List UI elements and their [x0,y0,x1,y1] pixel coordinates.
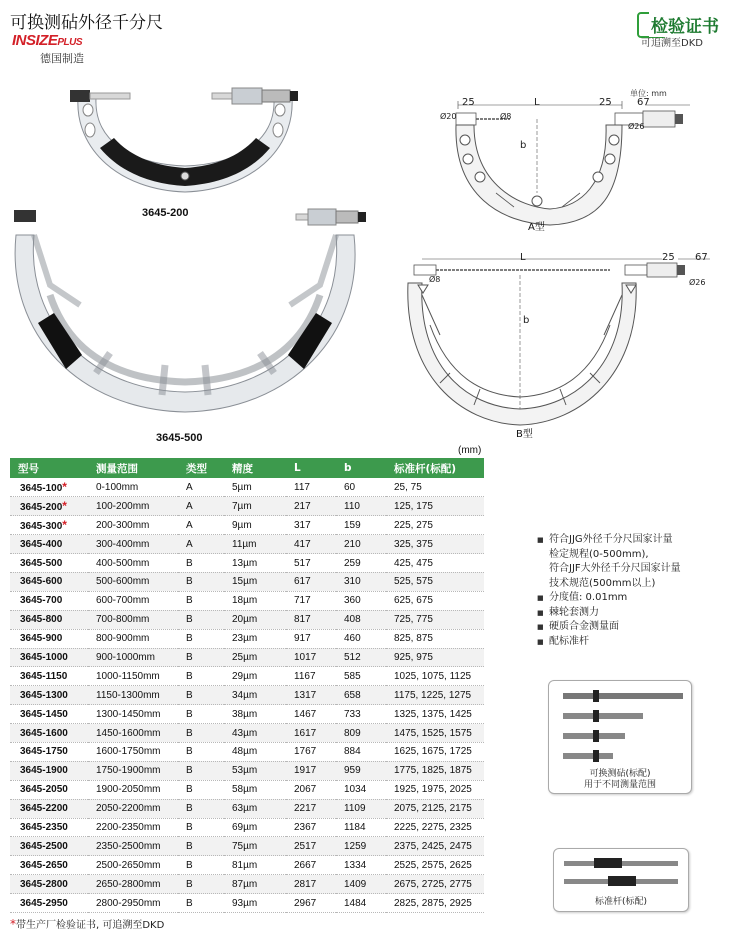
cell-type: A [178,497,224,516]
spec-table [10,458,484,913]
cell-accuracy: 48µm [224,742,286,761]
cell-accuracy: 38µm [224,705,286,724]
cell-model [10,780,88,799]
model-text: 3645-100 [20,483,63,495]
model-text: 3645-2350 [20,821,68,833]
cell-b: 959 [336,761,386,780]
dim-label-a-b: b [520,140,527,151]
cell-L: 1467 [286,705,336,724]
cell-range: 2800-2950mm [88,894,178,913]
cell-rods: 225, 275 [386,516,484,535]
col-header-type: 类型 [178,458,224,478]
model-text: 3645-2800 [20,878,68,890]
cell-model [10,497,88,516]
model-text: 3645-600 [20,576,63,588]
cell-accuracy: 87µm [224,875,286,894]
cell-type: A [178,516,224,535]
feature-item: ■ 配标准杆 [537,635,737,650]
table-row [10,761,484,780]
table-row [10,667,484,686]
table-row [10,818,484,837]
cell-b: 1034 [336,780,386,799]
cell-b: 1409 [336,875,386,894]
brand-logo [12,32,82,49]
micrometer-large-image [10,205,370,420]
cell-range: 200-300mm [88,516,178,535]
feature-item: ■ 分度值: 0.01mm [537,591,737,606]
cell-b: 360 [336,591,386,610]
col-header-rods: 标准杆(标配) [386,458,484,478]
cell-L: 1317 [286,686,336,705]
cell-type: A [178,535,224,554]
cell-range: 300-400mm [88,535,178,554]
dim-label-a-67: 67 [637,97,650,108]
cell-range: 2650-2800mm [88,875,178,894]
dim-label-b-L: L [520,252,526,263]
brand-name: INSIZE [12,32,58,49]
dim-label-b-67: 67 [695,252,708,263]
table-header-row [10,458,484,478]
model-text: 3645-1900 [20,765,68,777]
cell-range: 2350-2500mm [88,837,178,856]
cell-accuracy: 63µm [224,799,286,818]
model-text: 3645-1150 [20,670,68,682]
dim-label-a-L: L [534,97,540,108]
model-text: 3645-500 [20,557,63,569]
cell-range: 1750-1900mm [88,761,178,780]
cell-accuracy: 25µm [224,648,286,667]
cell-type: B [178,761,224,780]
cell-L: 1167 [286,667,336,686]
cell-L: 217 [286,497,336,516]
model-text: 3645-1300 [20,689,68,701]
cell-rods: 125, 175 [386,497,484,516]
cell-accuracy: 81µm [224,856,286,875]
cell-accuracy: 69µm [224,818,286,837]
model-text: 3645-800 [20,614,63,626]
cell-accuracy: 15µm [224,572,286,591]
table-row [10,591,484,610]
cell-range: 1150-1300mm [88,686,178,705]
table-row [10,572,484,591]
cell-accuracy: 23µm [224,629,286,648]
cell-type: B [178,742,224,761]
cell-range: 1600-1750mm [88,742,178,761]
model-text: 3645-1600 [20,727,68,739]
cell-type: B [178,780,224,799]
cell-model [10,516,88,535]
certificate-star: * [62,499,67,514]
table-row [10,742,484,761]
table-row [10,648,484,667]
cell-L: 2067 [286,780,336,799]
cell-rods: 725, 775 [386,610,484,629]
cell-L: 717 [286,591,336,610]
cell-model [10,837,88,856]
cell-b: 159 [336,516,386,535]
cell-rods: 2375, 2425, 2475 [386,837,484,856]
cell-accuracy: 34µm [224,686,286,705]
cell-rods: 325, 375 [386,535,484,554]
cell-range: 0-100mm [88,478,178,497]
table-row [10,516,484,535]
brand-plus: PLUS [57,37,83,48]
anvils-photo [548,680,692,794]
cell-type: A [178,478,224,497]
cell-L: 517 [286,554,336,573]
cell-L: 817 [286,610,336,629]
model-text: 3645-200 [20,502,63,514]
model-text: 3645-1000 [20,651,68,663]
anvils-caption-2: 用于不同测量范围 [583,780,656,790]
cell-type: B [178,856,224,875]
table-row [10,554,484,573]
feature-text: 检定规程(0-500mm), [549,548,649,560]
cell-b: 460 [336,629,386,648]
col-header-b: b [336,458,386,478]
cell-model [10,705,88,724]
feature-text: ■ 符合JJG外径千分尺国家计量 [549,534,673,545]
rods-image [554,853,688,897]
feature-item: ■ 硬质合金测量面 [537,620,737,635]
cell-model [10,724,88,743]
cell-b: 658 [336,686,386,705]
certificate-star: * [62,518,67,533]
feature-text: 技术规范(500mm以上) [549,577,656,589]
cell-type: B [178,686,224,705]
cell-model [10,742,88,761]
cell-rods: 2225, 2275, 2325 [386,818,484,837]
cell-range: 2050-2200mm [88,799,178,818]
cell-model [10,610,88,629]
cell-accuracy: 18µm [224,591,286,610]
cell-L: 2517 [286,837,336,856]
cell-accuracy: 20µm [224,610,286,629]
cell-model [10,535,88,554]
certificate-badge [637,10,745,50]
cell-rods: 1325, 1375, 1425 [386,705,484,724]
footnote-text: 带生产厂检验证书, 可追溯至DKD [16,920,165,931]
dim-label-b-phi8: Ø8 [429,275,441,284]
feature-text: 符合JJF大外径千分尺国家计量 [549,563,681,574]
cell-accuracy: 43µm [224,724,286,743]
model-text: 3645-2200 [20,803,68,815]
cell-L: 2217 [286,799,336,818]
cell-model [10,856,88,875]
cell-b: 310 [336,572,386,591]
table-row [10,894,484,913]
cell-accuracy: 11µm [224,535,286,554]
cell-accuracy: 13µm [224,554,286,573]
anvils-caption-1: 可换测砧(标配) [589,769,651,779]
cell-b: 210 [336,535,386,554]
figure-label-small: 3645-200 [142,207,189,219]
cell-range: 1450-1600mm [88,724,178,743]
cell-type: B [178,610,224,629]
certificate-subtitle: 可追溯至DKD [641,38,703,49]
table-row [10,875,484,894]
cell-type: B [178,554,224,573]
cell-range: 500-600mm [88,572,178,591]
table-row [10,724,484,743]
cell-b: 733 [336,705,386,724]
feature-list [537,533,737,649]
model-text: 3645-1450 [20,708,68,720]
cell-L: 2367 [286,818,336,837]
cell-L: 1767 [286,742,336,761]
cell-type: B [178,667,224,686]
col-header-range: 测量范围 [88,458,178,478]
model-text: 3645-900 [20,633,63,645]
cell-rods: 925, 975 [386,648,484,667]
cell-L: 1017 [286,648,336,667]
table-row [10,705,484,724]
cell-rods: 2075, 2125, 2175 [386,799,484,818]
cell-type: B [178,837,224,856]
cell-model [10,591,88,610]
cell-b: 1484 [336,894,386,913]
table-row [10,629,484,648]
model-text: 3645-300 [20,521,63,533]
cell-rods: 2825, 2875, 2925 [386,894,484,913]
cell-b: 884 [336,742,386,761]
cell-accuracy: 58µm [224,780,286,799]
cell-model [10,761,88,780]
cell-model [10,629,88,648]
footnote-star: * [10,917,16,931]
cell-range: 700-800mm [88,610,178,629]
col-header-accuracy: 精度 [224,458,286,478]
model-text: 3645-2050 [20,784,68,796]
cell-range: 1900-2050mm [88,780,178,799]
brand-subtitle: 德国制造 [40,52,84,65]
cell-b: 1259 [336,837,386,856]
cell-L: 117 [286,478,336,497]
cell-rods: 25, 75 [386,478,484,497]
cell-range: 2200-2350mm [88,818,178,837]
cell-model [10,875,88,894]
model-text: 3645-2650 [20,859,68,871]
cell-L: 2817 [286,875,336,894]
cell-type: B [178,648,224,667]
cell-model [10,818,88,837]
cell-range: 400-500mm [88,554,178,573]
cell-model [10,686,88,705]
cell-rods: 525, 575 [386,572,484,591]
diagram-type-b [400,255,720,430]
cell-range: 1000-1150mm [88,667,178,686]
cell-accuracy: 5µm [224,478,286,497]
table-unit: (mm) [458,445,482,456]
cell-accuracy: 9µm [224,516,286,535]
certificate-title: 检验证书 [649,12,721,37]
cell-type: B [178,629,224,648]
cell-type: B [178,705,224,724]
cell-rods: 1175, 1225, 1275 [386,686,484,705]
page-title: 可换测砧外径千分尺 [10,13,163,33]
diagram-type-a [440,95,700,235]
cell-b: 60 [336,478,386,497]
cell-model [10,648,88,667]
cell-rods: 1475, 1525, 1575 [386,724,484,743]
cell-model [10,667,88,686]
cell-b: 1109 [336,799,386,818]
feature-item: ■ 棘轮套测力 [537,606,737,621]
cell-type: B [178,724,224,743]
cell-b: 585 [336,667,386,686]
figure-label-type-b: B型 [516,429,533,440]
dim-label-a-25-right: 25 [599,97,612,108]
unit-label: 单位: mm [630,89,667,98]
rods-caption: 标准杆(标配) [594,897,648,907]
cell-type: B [178,572,224,591]
rods-photo [553,848,689,912]
cell-type: B [178,591,224,610]
cell-model [10,894,88,913]
cell-L: 1917 [286,761,336,780]
dim-label-b-b: b [523,315,530,326]
cell-type: B [178,818,224,837]
table-row [10,535,484,554]
anvils-image [549,685,691,770]
cell-L: 2967 [286,894,336,913]
cell-range: 900-1000mm [88,648,178,667]
cell-L: 1617 [286,724,336,743]
cell-b: 1184 [336,818,386,837]
cell-type: B [178,894,224,913]
cell-L: 917 [286,629,336,648]
cell-range: 800-900mm [88,629,178,648]
col-header-L: L [286,458,336,478]
model-text: 3645-2500 [20,840,68,852]
dim-label-a-phi20: Ø20 [440,112,457,121]
model-text: 3645-1750 [20,746,68,758]
model-text: 3645-400 [20,538,63,550]
cell-L: 2667 [286,856,336,875]
cell-L: 417 [286,535,336,554]
cell-b: 110 [336,497,386,516]
cell-accuracy: 93µm [224,894,286,913]
cell-range: 2500-2650mm [88,856,178,875]
footnote [10,916,164,931]
cell-b: 512 [336,648,386,667]
cell-accuracy: 53µm [224,761,286,780]
feature-item [537,533,737,591]
table-row [10,478,484,497]
cell-accuracy: 7µm [224,497,286,516]
dim-label-a-phi8: Ø8 [500,112,512,121]
cell-L: 617 [286,572,336,591]
cell-rods: 2675, 2725, 2775 [386,875,484,894]
cell-accuracy: 75µm [224,837,286,856]
cell-rods: 825, 875 [386,629,484,648]
dim-label-a-25-left: 25 [462,97,475,108]
cell-model [10,799,88,818]
cell-model [10,572,88,591]
cell-model [10,478,88,497]
model-text: 3645-700 [20,595,63,607]
table-row [10,837,484,856]
cell-range: 1300-1450mm [88,705,178,724]
cell-b: 408 [336,610,386,629]
cell-b: 259 [336,554,386,573]
dim-label-b-25: 25 [662,252,675,263]
cell-accuracy: 29µm [224,667,286,686]
figure-label-large: 3645-500 [156,432,203,444]
cell-range: 100-200mm [88,497,178,516]
cell-rods: 1925, 1975, 2025 [386,780,484,799]
cell-b: 1334 [336,856,386,875]
cell-type: B [178,799,224,818]
cell-b: 809 [336,724,386,743]
cell-rods: 1625, 1675, 1725 [386,742,484,761]
cell-rods: 2525, 2575, 2625 [386,856,484,875]
model-text: 3645-2950 [20,897,68,909]
certificate-star: * [62,480,67,495]
figure-label-type-a: A型 [528,222,545,233]
cell-L: 317 [286,516,336,535]
cell-model [10,554,88,573]
table-body [10,478,484,912]
col-header-model: 型号 [10,458,88,478]
dim-label-a-phi26: Ø26 [628,122,645,131]
cell-range: 600-700mm [88,591,178,610]
table-row [10,686,484,705]
table-row [10,780,484,799]
cell-rods: 1025, 1075, 1125 [386,667,484,686]
table-row [10,856,484,875]
cell-rods: 1775, 1825, 1875 [386,761,484,780]
table-row [10,799,484,818]
cell-rods: 625, 675 [386,591,484,610]
dim-label-b-phi26: Ø26 [689,278,706,287]
cell-type: B [178,875,224,894]
table-row [10,497,484,516]
micrometer-small-image [60,80,310,205]
table-row [10,610,484,629]
cell-rods: 425, 475 [386,554,484,573]
